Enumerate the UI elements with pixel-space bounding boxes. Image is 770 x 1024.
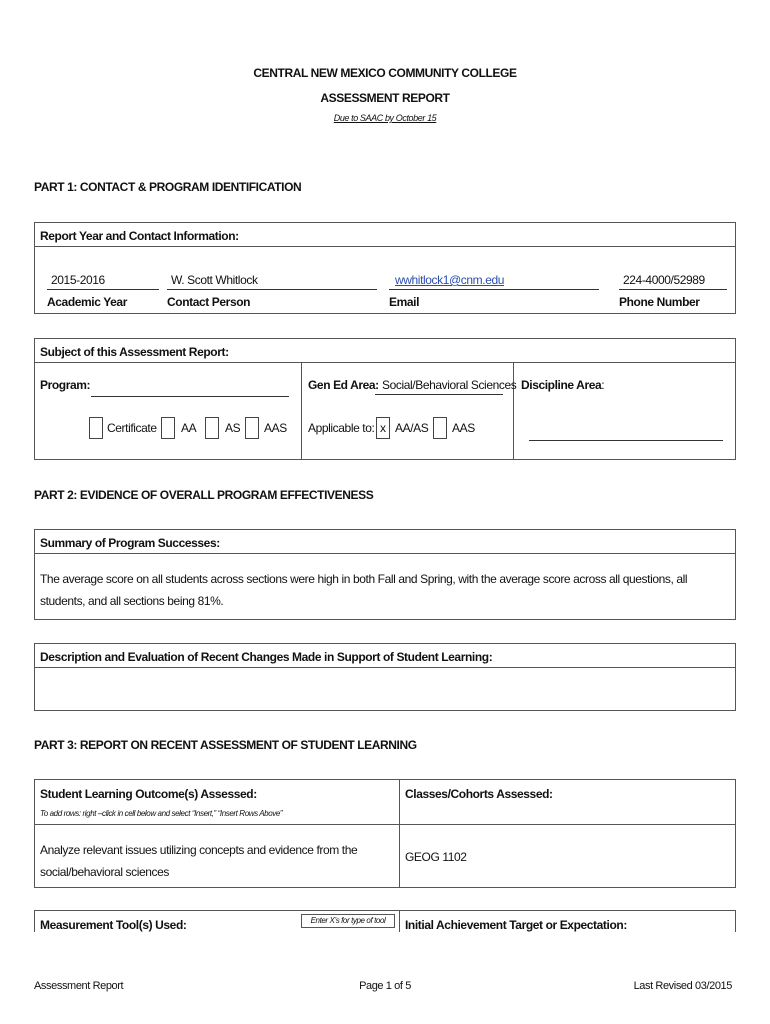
discipline-area-colon: : [601, 378, 605, 392]
tools-header: Measurement Tool(s) Used: [40, 918, 187, 932]
discipline-area-line[interactable] [529, 440, 723, 441]
as-label: AS [225, 421, 241, 435]
contact-person-line [167, 289, 377, 290]
slo-value[interactable]: Analyze relevant issues utilizing concepts and evidence from the social/behavioral sciences [40, 843, 358, 879]
contact-person-value[interactable]: W. Scott Whitlock [171, 273, 258, 287]
slo-header: Student Learning Outcome(s) Assessed: [40, 787, 257, 801]
changes-box [34, 643, 736, 711]
classes-header: Classes/Cohorts Assessed: [405, 787, 553, 801]
tools-type-note: Enter X’s for type of tool [301, 914, 395, 928]
subject-box [34, 338, 736, 460]
gened-area-line [375, 394, 503, 395]
program-label: Program: [40, 378, 91, 392]
target-header: Initial Achievement Target or Expectation: [405, 918, 627, 932]
part1-title: PART 1: CONTACT & PROGRAM IDENTIFICATION [34, 180, 302, 194]
applicable-aas-label: AAS [452, 421, 475, 435]
phone-line [619, 289, 727, 290]
successes-header: Summary of Program Successes: [35, 530, 735, 554]
email-line [389, 289, 599, 290]
aas-checkbox[interactable] [245, 417, 259, 439]
due-note: Due to SAAC by October 15 [333, 113, 437, 123]
subject-divider-1 [301, 363, 302, 459]
as-checkbox[interactable] [205, 417, 219, 439]
part2-title: PART 2: EVIDENCE OF OVERALL PROGRAM EFFECTIVENESS [34, 488, 374, 502]
contact-info-box [34, 222, 736, 314]
slo-add-rows-note: To add rows: right –click in cell below and select “Insert,” “Insert Rows Above” [40, 809, 283, 818]
email-label: Email [389, 295, 420, 309]
subject-header: Subject of this Assessment Report: [35, 339, 735, 363]
applicable-aaas-checkbox[interactable]: x [376, 417, 390, 439]
phone-label: Phone Number [619, 295, 700, 309]
contact-person-label: Contact Person [167, 295, 251, 309]
footer-page-number: Page 1 of 5 [359, 980, 411, 992]
changes-header: Description and Evaluation of Recent Changes Made in Support of Student Learning: [35, 644, 735, 668]
college-name: CENTRAL NEW MEXICO COMMUNITY COLLEGE [253, 66, 517, 80]
tools-table-clip [34, 910, 736, 932]
slo-table-row-sep [35, 824, 735, 825]
contact-info-header: Report Year and Contact Information: [35, 223, 735, 247]
academic-year-value[interactable]: 2015-2016 [51, 273, 105, 287]
aas-label: AAS [264, 421, 287, 435]
applicable-aaas-label: AA/AS [395, 421, 429, 435]
aa-label: AA [181, 421, 197, 435]
academic-year-label: Academic Year [47, 295, 127, 309]
slo-table [34, 779, 736, 888]
applicable-to-label: Applicable to: [308, 421, 375, 435]
aa-checkbox[interactable] [161, 417, 175, 439]
gened-area-value[interactable]: Social/Behavioral Sciences [382, 378, 517, 392]
part3-title: PART 3: REPORT ON RECENT ASSESSMENT OF STUDENT LEARNING [34, 738, 417, 752]
email-value[interactable]: wwhitlock1@cnm.edu [395, 273, 505, 287]
certificate-checkbox[interactable] [89, 417, 103, 439]
footer-revised: Last Revised 03/2015 [633, 980, 732, 992]
program-input-line[interactable] [91, 396, 289, 397]
slo-table-divider [399, 780, 400, 887]
successes-box [34, 529, 736, 620]
tools-table-divider [399, 911, 400, 932]
successes-text[interactable]: The average score on all students across sections were high in both Fall and Spring, with the average score across all questions, all students, and all sections being 81%. [40, 572, 688, 608]
gened-area-label: Gen Ed Area: [308, 378, 379, 392]
applicable-aas-checkbox[interactable] [433, 417, 447, 439]
academic-year-line [47, 289, 159, 290]
classes-value[interactable]: GEOG 1102 [405, 850, 467, 864]
phone-value[interactable]: 224-4000/52989 [623, 273, 705, 287]
footer-left: Assessment Report [34, 980, 124, 992]
report-title: ASSESSMENT REPORT [320, 91, 450, 105]
tools-table [34, 910, 736, 932]
certificate-label: Certificate [107, 421, 157, 435]
discipline-area-text: Discipline Area [521, 378, 602, 392]
discipline-area-label [521, 378, 604, 392]
